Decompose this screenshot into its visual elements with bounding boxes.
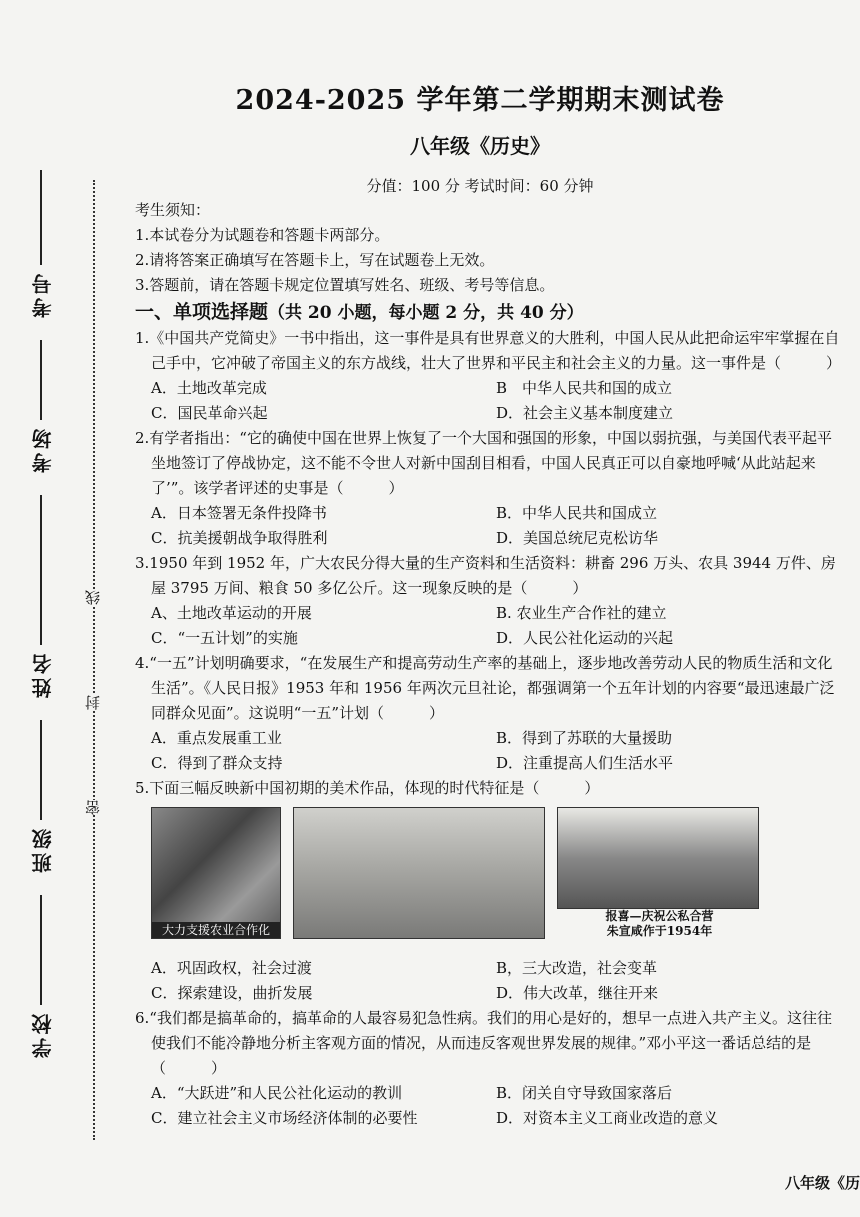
- binding-margin: [0, 170, 115, 1155]
- option[interactable]: D．伟大改革，继往开来: [496, 984, 659, 1002]
- option[interactable]: A．巩固政权，社会过渡: [151, 959, 312, 977]
- option[interactable]: C．“一五计划”的实施: [151, 629, 298, 647]
- question-1-stem: 1.《中国共产党简史》一书中指出，这一事件是具有世界意义的大胜利，中国人民从此把命运牢牢掌握在自己手中，它冲破了帝国主义的东方战线，壮大了世界和平民主和社会主义的力量。这一事件是（ ）: [135, 329, 842, 372]
- question-5-stem: 5.下面三幅反映新中国初期的美术作品，体现的时代特征是（ ）: [135, 779, 600, 797]
- option[interactable]: B，三大改造，社会变革: [496, 959, 658, 977]
- question-3-stem: 3.1950 年到 1952 年，广大农民分得大量的生产资料和生活资料：耕畜 296 万头、农具 3944 万件、房屋 3795 万间、粮食 50 多亿公斤。这一现象反映的是（ ）: [135, 554, 836, 597]
- seal-word-line: 线: [84, 590, 102, 605]
- option[interactable]: C．探索建设，曲折发展: [151, 984, 313, 1002]
- question-6-options: [135, 1081, 845, 1131]
- option[interactable]: A．土地改革完成: [151, 379, 267, 397]
- page-footer: 八年级《历: [784, 1174, 860, 1192]
- option[interactable]: D．对资本主义工商业改造的意义: [496, 1109, 719, 1127]
- side-label-school: 学校: [31, 1010, 55, 1058]
- section-title: 一、单项选择题: [135, 301, 269, 323]
- option[interactable]: A．“大跃进”和人民公社化运动的教训: [151, 1084, 403, 1102]
- side-label-exam-room: 考场: [31, 425, 55, 473]
- question-3-options: [135, 601, 845, 651]
- notice-item: 2.请将答案正确填写在答题卡上，写在试题卷上无效。: [135, 251, 495, 269]
- question-2-stem: 2.有学者指出：“它的确使中国在世界上恢复了一个大国和强国的形象，中国以弱抗强，与美国代表平起平坐地签订了停战协定，这不能不令世人对新中国刮目相看，中国人民真正可以自豪地呼喊‘从此站起来了’”。该学者评述的史事是（ ）: [135, 429, 832, 497]
- artwork-image-3-wrap: [557, 807, 762, 939]
- option[interactable]: D．美国总统尼克松访华: [496, 529, 659, 547]
- option[interactable]: B 中华人民共和国的成立: [496, 379, 673, 397]
- notice-heading: 考生须知：: [135, 201, 211, 219]
- section-heading: [135, 300, 845, 326]
- question-2-options: [135, 501, 845, 551]
- notice-item: 3.答题前，请在答题卡规定位置填写姓名、班级、考号等信息。: [135, 276, 555, 294]
- option[interactable]: B．闭关自守导致国家落后: [496, 1084, 673, 1102]
- artwork-caption-1: 大力支援农业合作化: [152, 922, 280, 938]
- exam-meta: 分值：100 分 考试时间：60 分钟: [366, 177, 594, 195]
- option[interactable]: A、土地改革运动的开展: [151, 604, 312, 622]
- seal-word-seal: 封: [84, 695, 102, 710]
- option[interactable]: B．得到了苏联的大量援助: [496, 729, 673, 747]
- question-6-stem: 6.“我们都是搞革命的，搞革命的人最容易犯急性病。我们的用心是好的，想早一点进入共产主义。这往往使我们不能冷静地分析主客观方面的情况，从而违反客观世界发展的规律。”邓小平这一番话总结的是（ ）: [135, 1009, 832, 1077]
- side-label-class: 班级: [31, 825, 55, 873]
- exam-title: 2024-2025 学年第二学期期末测试卷: [235, 85, 725, 116]
- artwork-image-2: [293, 807, 545, 939]
- notice-item: 1.本试卷分为试题卷和答题卡两部分。: [135, 226, 390, 244]
- option[interactable]: C．建立社会主义市场经济体制的必要性: [151, 1109, 418, 1127]
- exam-subtitle: 八年级《历史》: [410, 134, 550, 158]
- artwork-caption-3a: 报喜—庆祝公私合营: [605, 909, 714, 923]
- option[interactable]: D．社会主义基本制度建立: [496, 404, 674, 422]
- question-4-stem: 4.“一五”计划明确要求，“在发展生产和提高劳动生产率的基础上，逐步地改善劳动人民的物质生活和文化生活”。《人民日报》1953 年和 1956 年两次元旦社论，都强调第一个五年计划的内容要“最迅速最广泛同群众见面”。这说明“一五”计划（ ）: [135, 654, 835, 722]
- option[interactable]: B．中华人民共和国成立: [496, 504, 658, 522]
- option[interactable]: A．日本签署无条件投降书: [151, 504, 327, 522]
- artwork-image-3: [557, 807, 759, 909]
- option[interactable]: B. 农业生产合作社的建立: [496, 604, 667, 622]
- option[interactable]: D．注重提高人们生活水平: [496, 754, 674, 772]
- seal-word-secret: 密: [84, 800, 102, 815]
- option[interactable]: D．人民公社化运动的兴起: [496, 629, 674, 647]
- artwork-caption-3b: 朱宣咸作于1954年: [606, 924, 713, 938]
- artwork-images: [135, 807, 845, 952]
- question-1-options: [135, 376, 845, 426]
- side-label-name: 姓名: [31, 650, 55, 698]
- option[interactable]: A．重点发展重工业: [151, 729, 282, 747]
- option[interactable]: C．得到了群众支持: [151, 754, 283, 772]
- artwork-image-1: [151, 807, 281, 939]
- option[interactable]: C．抗美援朝战争取得胜利: [151, 529, 328, 547]
- option[interactable]: C．国民革命兴起: [151, 404, 268, 422]
- exam-content: [135, 198, 845, 1131]
- question-5-options: [135, 956, 845, 1006]
- seal-line: [93, 180, 95, 1140]
- question-4-options: [135, 726, 845, 776]
- side-label-exam-number: 考号: [31, 270, 55, 318]
- section-detail: （共 20 小题，每小题 2 分，共 40 分）: [268, 303, 584, 323]
